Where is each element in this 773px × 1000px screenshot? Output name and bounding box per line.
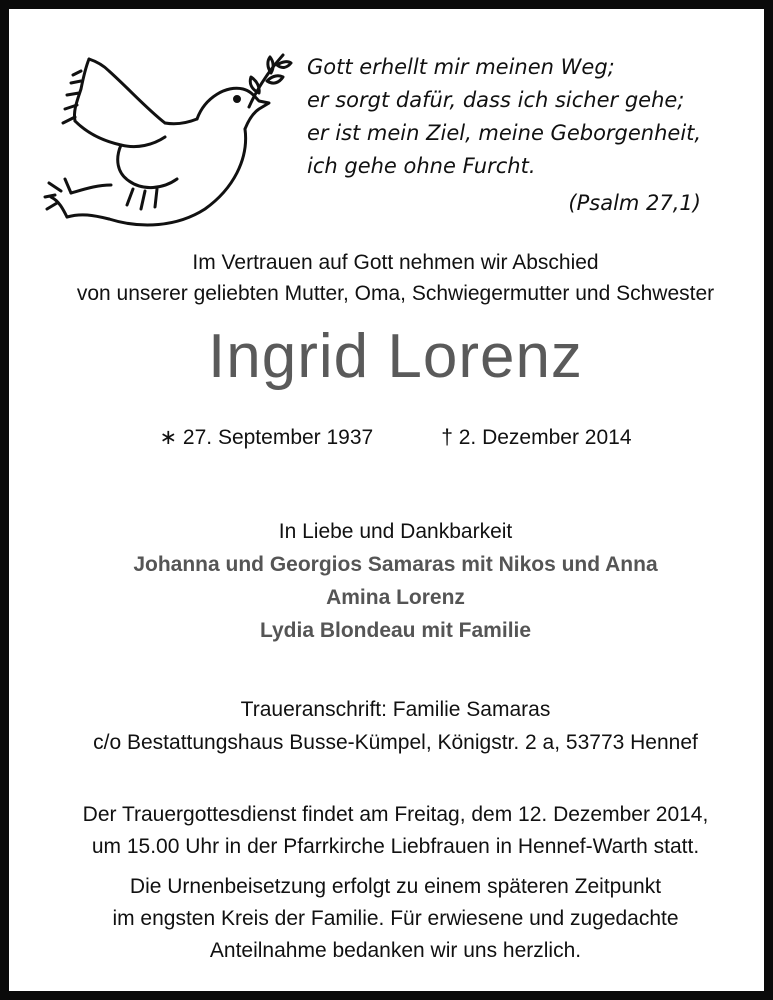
urn-burial-info	[18, 871, 773, 967]
urn-line: Die Urnenbeisetzung erfolgt zu einem späteren Zeitpunkt	[129, 875, 662, 898]
mourner-family: Johanna und Georgios Samaras mit Nikos und Anna	[133, 553, 658, 576]
intro-line: Im Vertrauen auf Gott nehmen wir Abschied	[192, 251, 599, 274]
urn-line: im engsten Kreis der Familie. Für erwiesene und zugedachte	[112, 907, 679, 930]
psalm-line: ich gehe ohne Furcht.	[307, 154, 536, 178]
life-dates	[18, 423, 773, 453]
service-info	[18, 799, 773, 863]
service-line: Der Trauergottesdienst findet am Freitag, dem 12. Dezember 2014,	[82, 803, 709, 826]
intro-text	[18, 247, 773, 309]
psalm-line: er sorgt dafür, dass ich sicher gehe;	[307, 88, 685, 112]
mourners-block	[18, 515, 773, 647]
mourner-family: Amina Lorenz	[326, 586, 465, 609]
mourners-heading: In Liebe und Dankbarkeit	[278, 520, 513, 543]
psalm-line: er ist mein Ziel, meine Geborgenheit,	[307, 121, 702, 145]
mourner-family: Lydia Blondeau mit Familie	[259, 619, 532, 642]
address-line: Traueranschrift: Familie Samaras	[240, 698, 551, 721]
psalm-line: Gott erhellt mir meinen Weg;	[307, 55, 615, 79]
psalm-reference: (Psalm 27,1)	[568, 191, 701, 215]
urn-line: Anteilnahme bedanken wir uns herzlich.	[209, 939, 582, 962]
birth-date: ∗ 27. September 1937	[159, 426, 374, 449]
address-line: c/o Bestattungshaus Busse-Kümpel, Königstr. 2 a, 53773 Hennef	[93, 731, 698, 754]
psalm-quote	[307, 51, 727, 220]
deceased-name: Ingrid Lorenz	[208, 322, 583, 391]
service-line: um 15.00 Uhr in der Pfarrkirche Liebfrauen in Hennef-Warth statt.	[91, 835, 700, 858]
intro-line: von unserer geliebten Mutter, Oma, Schwiegermutter und Schwester	[76, 282, 715, 305]
dove-icon	[37, 49, 307, 239]
death-date: † 2. Dezember 2014	[441, 426, 632, 449]
mourning-address	[18, 693, 773, 759]
